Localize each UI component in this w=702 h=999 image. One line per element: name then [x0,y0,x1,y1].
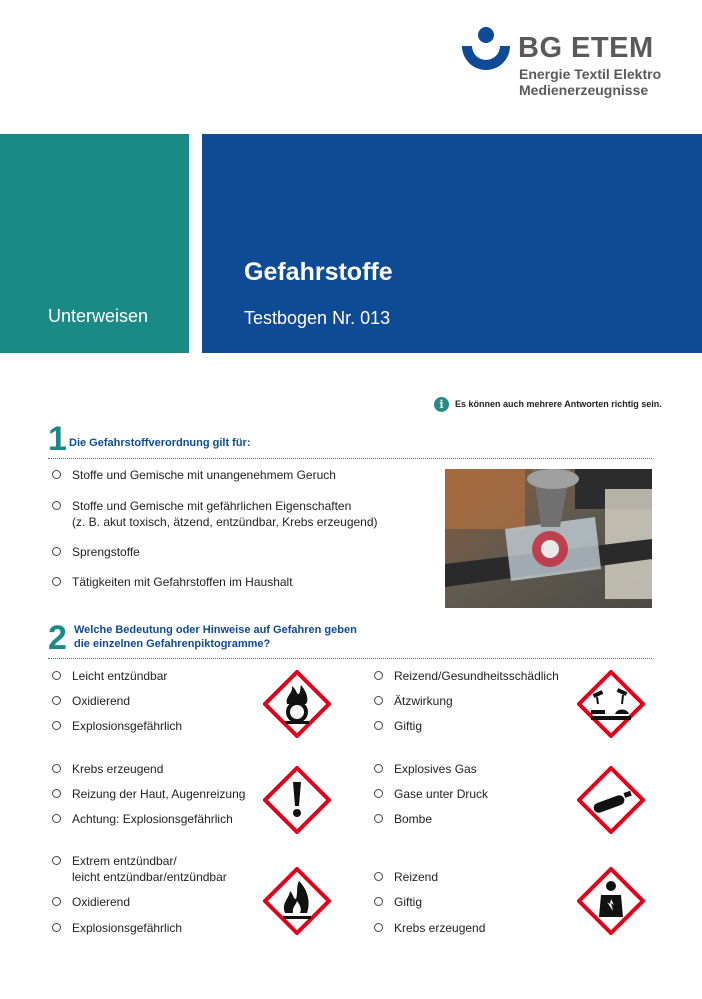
q2-option[interactable] [52,761,163,777]
option-label: Giftig [394,895,423,909]
radio-button[interactable] [52,547,61,556]
radio-button[interactable] [52,897,61,906]
q2-option[interactable] [374,693,453,709]
logo-subtitle-line2: Medienerzeugnisse [519,82,649,98]
radio-button[interactable] [52,501,61,510]
q1-option[interactable] [52,498,378,530]
option-label: Krebs erzeugend [394,921,486,935]
option-label: Gase unter Druck [394,787,489,801]
radio-button[interactable] [52,696,61,705]
q2-option[interactable] [374,920,485,936]
q1-option[interactable] [52,467,336,483]
exclamation-mark-icon [263,766,331,834]
q2-option[interactable] [52,668,167,684]
option-label: Extrem entzündbar/ [72,854,177,868]
question-2-text [74,623,357,651]
radio-button[interactable] [52,577,61,586]
radio-button[interactable] [52,764,61,773]
banner-left-label: Unterweisen [48,306,149,326]
option-label: Achtung: Explosionsgefährlich [72,812,233,826]
q2-option[interactable] [52,894,130,910]
health-hazard-icon [577,867,645,935]
question-2-line2: die einzelnen Gefahrenpiktogramme? [74,638,271,650]
logo-subtitle [519,66,661,98]
bg-etem-logo-icon [462,26,510,74]
radio-button[interactable] [52,856,61,865]
radio-button[interactable] [52,470,61,479]
radio-button[interactable] [52,814,61,823]
q2-option[interactable] [52,786,245,802]
q2-option[interactable] [374,668,559,684]
option-label: Giftig [394,719,423,733]
banner-right [202,134,702,353]
corrosion-icon [577,670,645,738]
option-label: Explosives Gas [394,762,477,776]
option-label: Oxidierend [72,694,131,708]
page-subtitle: Testbogen Nr. 013 [244,308,391,328]
option-label: Bombe [394,812,433,826]
logo [462,26,692,106]
radio-button[interactable] [52,789,61,798]
logo-name: BG ETEM [518,32,654,64]
radio-button[interactable] [374,721,383,730]
page-title: Gefahrstoffe [244,258,393,286]
hazardous-substance-photo [445,469,652,608]
option-label: Reizend [394,870,439,884]
question-1-number: 1 [48,420,67,458]
question-2-number: 2 [48,619,67,657]
option-label: Stoffe und Gemische mit unangenehmem Geruch [72,468,336,482]
question-2-line1: Welche Bedeutung oder Hinweise auf Gefahren geben [74,624,357,636]
banner-left [0,134,189,353]
gas-cylinder-icon [577,766,645,834]
q2-option[interactable] [374,894,422,910]
note-text: Es können auch mehrere Antworten richtig sein. [455,399,662,409]
option-label: Tätigkeiten mit Gefahrstoffen im Haushalt [72,575,293,589]
radio-button[interactable] [374,923,383,932]
q2-option[interactable] [52,693,130,709]
q1-option[interactable] [52,544,140,560]
radio-button[interactable] [52,923,61,932]
option-label: Reizung der Haut, Augenreizung [72,787,246,801]
info-icon: i [434,397,449,412]
radio-button[interactable] [52,721,61,730]
option-label: Sprengstoffe [72,545,140,559]
multiple-answers-note [434,396,662,412]
q2-option[interactable] [52,853,227,885]
radio-button[interactable] [374,897,383,906]
option-label: Explosionsgefährlich [72,921,183,935]
flame-icon [263,867,331,935]
divider [48,458,652,459]
q2-option[interactable] [52,718,182,734]
radio-button[interactable] [374,764,383,773]
option-label: Ätzwirkung [394,694,453,708]
q2-option[interactable] [374,718,422,734]
q2-option[interactable] [52,811,233,827]
q2-option[interactable] [374,786,488,802]
divider [48,658,652,659]
logo-subtitle-line1: Energie Textil Elektro [519,66,662,82]
option-label: Oxidierend [72,895,131,909]
radio-button[interactable] [374,696,383,705]
option-label: Stoffe und Gemische mit gefährlichen Eigenschaften [72,499,352,513]
radio-button[interactable] [374,872,383,881]
option-label: Leicht entzündbar [72,669,168,683]
q2-option[interactable] [374,811,432,827]
q2-option[interactable] [374,869,438,885]
radio-button[interactable] [52,671,61,680]
radio-button[interactable] [374,671,383,680]
q2-option[interactable] [374,761,477,777]
option-label: leicht entzündbar/entzündbar [72,870,227,884]
option-label: Reizend/Gesundheitsschädlich [394,669,559,683]
question-1-text: Die Gefahrstoffverordnung gilt für: [69,437,251,449]
oxidizing-flame-over-circle-icon [263,670,331,738]
option-label: Explosionsgefährlich [72,719,183,733]
option-label-detail: (z. B. akut toxisch, ätzend, entzündbar, Krebs erzeugend) [72,515,378,529]
q2-option[interactable] [52,920,182,936]
option-label: Krebs erzeugend [72,762,164,776]
radio-button[interactable] [374,814,383,823]
q1-option[interactable] [52,574,293,590]
radio-button[interactable] [374,789,383,798]
